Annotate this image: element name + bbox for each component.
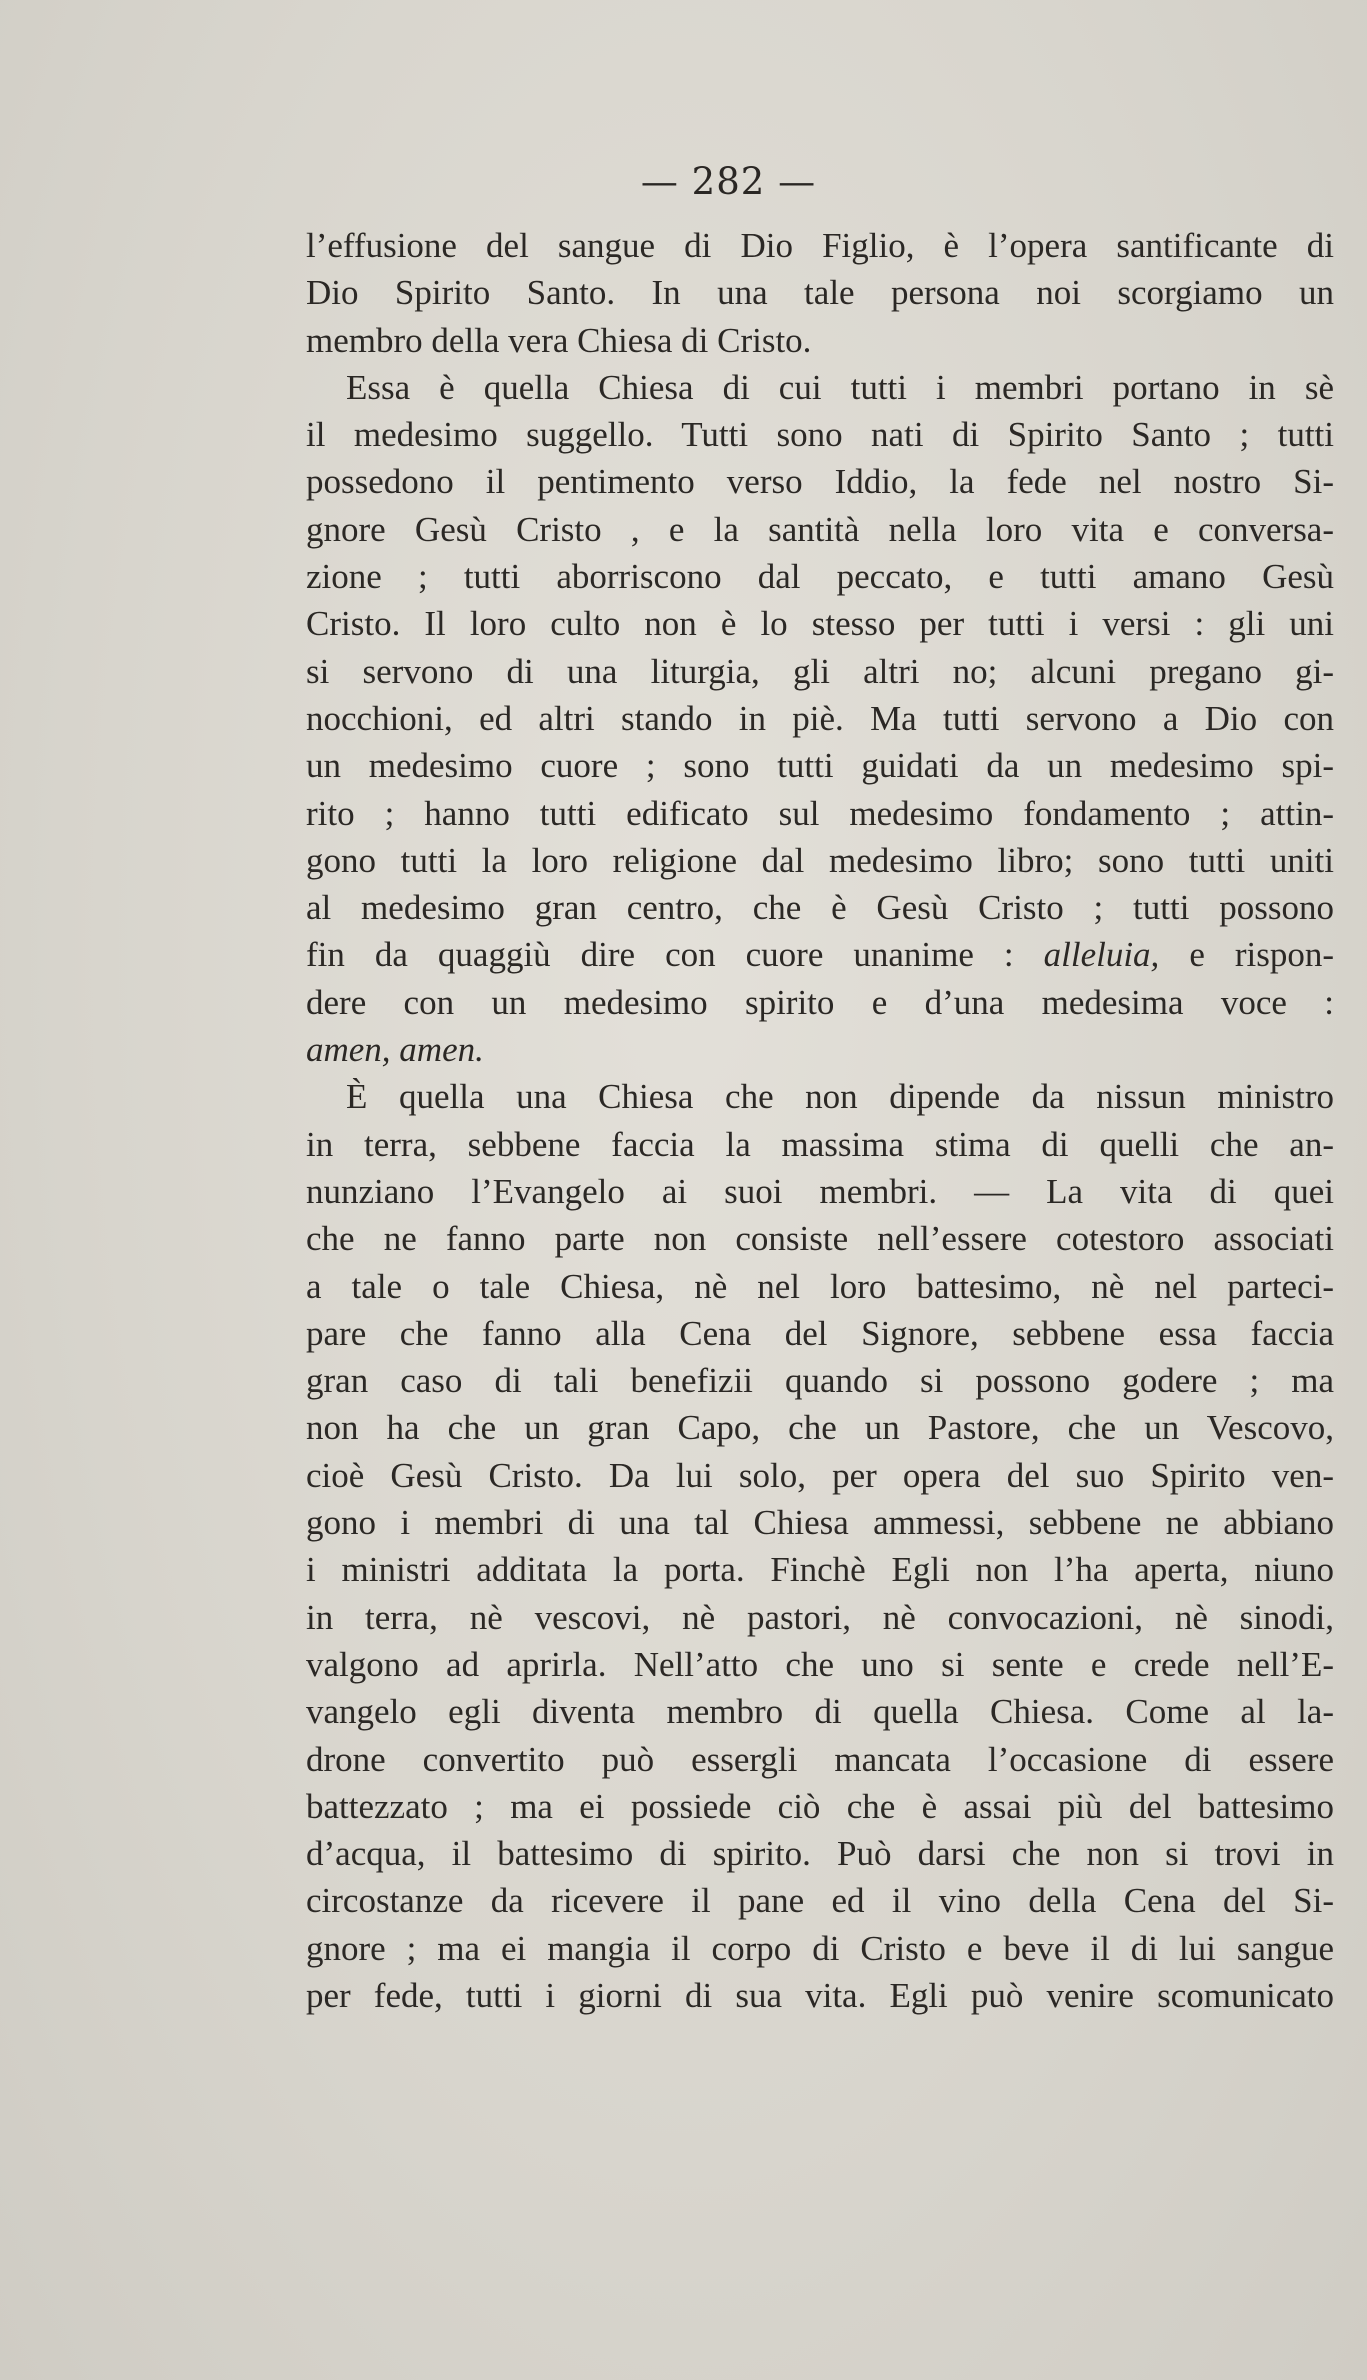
text-line: Dio Spirito Santo. In una tale persona noi scorgiamo un — [306, 273, 1334, 313]
text-line: nunziano l’Evangelo ai suoi membri. — La vita di quei — [306, 1171, 1334, 1211]
text-line: d’acqua, il battesimo di spirito. Può darsi che non si trovi in — [306, 1834, 1334, 1874]
italic-word: alleluia, — [1043, 935, 1160, 975]
text-line: dere con un medesimo spirito e d’una medesima voce : — [306, 982, 1334, 1022]
text-line: un medesimo cuore ; sono tutti guidati da un medesimo spi- — [306, 746, 1334, 786]
text-line: gono i membri di una tal Chiesa ammessi, sebbene ne abbiano — [306, 1503, 1334, 1543]
page-number: — 282 — — [640, 160, 817, 203]
italic-line: amen, amen. — [306, 1030, 484, 1070]
text-line: gran caso di tali benefizii quando si possono godere ; ma — [306, 1361, 1334, 1401]
text-segment: fin da quaggiù dire con cuore unanime : — [306, 935, 1014, 975]
text-line: circostanze da ricevere il pane ed il vino della Cena del Si- — [306, 1881, 1334, 1921]
text-line: valgono ad aprirla. Nell’atto che uno si sente e crede nell’E- — [306, 1644, 1334, 1684]
text-line: pare che fanno alla Cena del Signore, sebbene essa faccia — [306, 1313, 1334, 1353]
text-line: Cristo. Il loro culto non è lo stesso per tutti i versi : gli uni — [306, 604, 1334, 644]
text-line: per fede, tutti i giorni di sua vita. Egli può venire scomunicato — [306, 1975, 1334, 2015]
text-line: battezzato ; ma ei possiede ciò che è assai più del battesimo — [306, 1786, 1334, 1826]
text-line: che ne fanno parte non consiste nell’essere cotestoro associati — [306, 1219, 1334, 1259]
text-line: in terra, nè vescovi, nè pastori, nè convocazioni, nè sinodi, — [306, 1597, 1334, 1637]
text-line: vangelo egli diventa membro di quella Chiesa. Come al la- — [306, 1692, 1334, 1732]
text-line: membro della vera Chiesa di Cristo. — [306, 320, 812, 360]
text-line: cioè Gesù Cristo. Da lui solo, per opera del suo Spirito ven- — [306, 1455, 1334, 1495]
text-line: gono tutti la loro religione dal medesimo libro; sono tutti uniti — [306, 840, 1334, 880]
text-line: drone convertito può essergli mancata l’occasione di essere — [306, 1739, 1334, 1779]
text-line: nocchioni, ed altri stando in piè. Ma tutti servono a Dio con — [306, 698, 1334, 738]
text-line: al medesimo gran centro, che è Gesù Cristo ; tutti possono — [306, 888, 1334, 928]
text-line: il medesimo suggello. Tutti sono nati di Spirito Santo ; tutti — [306, 415, 1334, 455]
text-line: a tale o tale Chiesa, nè nel loro battesimo, nè nel parteci- — [306, 1266, 1334, 1306]
text-line: Essa è quella Chiesa di cui tutti i membri portano in sè — [346, 367, 1334, 407]
text-line: possedono il pentimento verso Iddio, la fede nel nostro Si- — [306, 462, 1334, 502]
text-line-with-italic — [306, 931, 1334, 978]
text-line: rito ; hanno tutti edificato sul medesimo fondamento ; attin- — [306, 793, 1334, 833]
text-segment: e rispon- — [1189, 935, 1335, 975]
text-line: i ministri additata la porta. Finchè Egli non l’ha aperta, niuno — [306, 1550, 1334, 1590]
body-text — [306, 222, 1334, 2019]
text-line: gnore ; ma ei mangia il corpo di Cristo e beve il di lui sangue — [306, 1928, 1334, 1968]
text-line: l’effusione del sangue di Dio Figlio, è l’opera santificante di — [306, 226, 1334, 265]
text-line: gnore Gesù Cristo , e la santità nella loro vita e conversa- — [306, 509, 1334, 549]
text-line: in terra, sebbene faccia la massima stima di quelli che an- — [306, 1124, 1334, 1164]
text-line: si servono di una liturgia, gli altri no; alcuni pregano gi- — [306, 651, 1334, 691]
text-line: non ha che un gran Capo, che un Pastore, che un Vescovo, — [306, 1408, 1334, 1448]
text-line: zione ; tutti aborriscono dal peccato, e tutti amano Gesù — [306, 557, 1334, 597]
text-line: È quella una Chiesa che non dipende da nissun ministro — [346, 1077, 1334, 1117]
